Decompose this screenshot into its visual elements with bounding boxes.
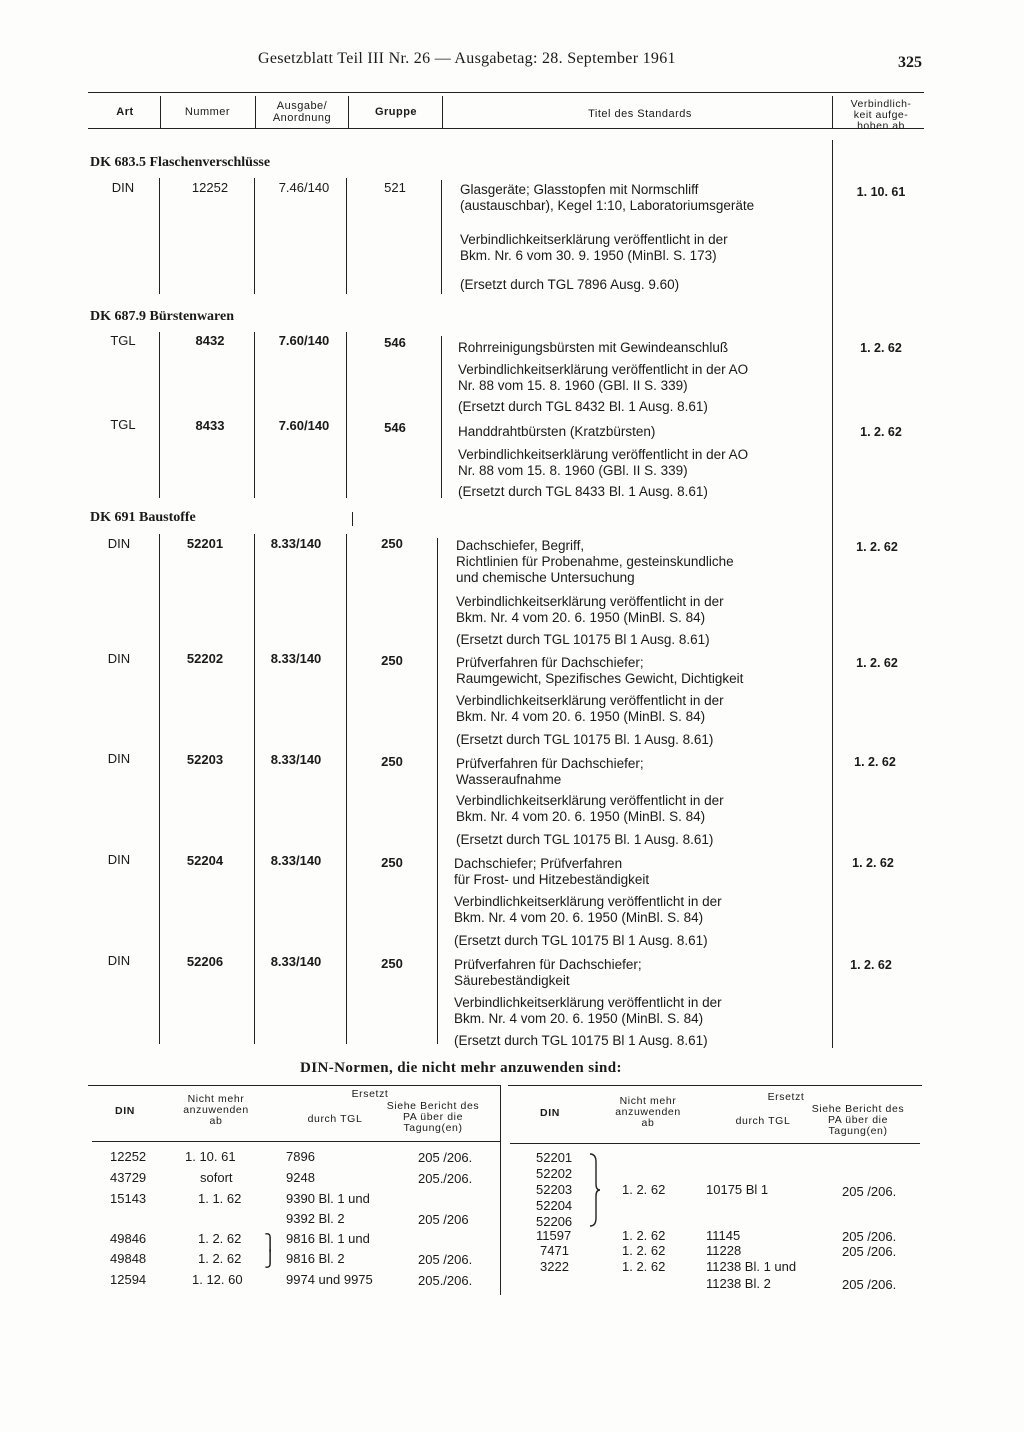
- entry-verbindlichkeit: Verbindlichkeitserklärung veröffentlicht in der Bkm. Nr. 4 vom 20. 6. 1950 (MinBl. S. 84): [456, 594, 724, 625]
- entry-art: DIN: [107, 751, 131, 766]
- table-header-rule: [88, 128, 924, 129]
- din-col-header: DIN: [115, 1105, 135, 1117]
- entry-title: Prüfverfahren für Dachschiefer; Säurebeständigkeit: [454, 957, 642, 988]
- din-cell: 11597: [536, 1228, 572, 1243]
- col-divider: [255, 96, 256, 128]
- entry-art: DIN: [107, 536, 131, 551]
- entry-aufgehoben: 1. 2. 62: [856, 540, 898, 554]
- right-column-rule: [832, 140, 833, 1048]
- entry-art: TGL: [110, 333, 136, 348]
- table-top-rule: [88, 92, 924, 93]
- entry-aufgehoben: 1. 2. 62: [854, 755, 896, 769]
- entry-gruppe: 250: [381, 956, 403, 971]
- col-divider: [832, 96, 833, 128]
- din-cell: 12594: [110, 1272, 147, 1287]
- din-cell: 9816 Bl. 1 und: [286, 1231, 370, 1246]
- entry-aufgehoben: 1. 2. 62: [850, 958, 892, 972]
- entry-verbindlichkeit: Verbindlichkeitserklärung veröffentlicht in der Bkm. Nr. 4 vom 20. 6. 1950 (MinBl. S. 84): [454, 995, 722, 1026]
- page-header-title: Gesetzblatt Teil III Nr. 26 — Ausgabetag: 28. September 1961: [258, 50, 676, 67]
- page-number: 325: [898, 54, 922, 71]
- din-cell: 9390 Bl. 1 und: [286, 1191, 370, 1206]
- din-cell: 9248: [286, 1170, 315, 1185]
- din-cell: 1. 10. 61: [185, 1149, 236, 1164]
- din-cell: 205 /206.: [842, 1277, 897, 1292]
- din-cell: 1. 1. 62: [198, 1191, 242, 1206]
- entry-aufgehoben: 1. 2. 62: [856, 656, 898, 670]
- din-cell: 205 /206.: [842, 1184, 897, 1199]
- entry-verbindlichkeit: Verbindlichkeitserklärung veröffentlicht in der Bkm. Nr. 4 vom 20. 6. 1950 (MinBl. S. 84): [456, 793, 724, 824]
- din-cell: 1. 12. 60: [192, 1272, 243, 1287]
- entry-gruppe: 250: [381, 536, 403, 551]
- din-cell: 205./206.: [418, 1171, 473, 1186]
- entry-title: Rohrreinigungsbürsten mit Gewindeanschluß: [458, 340, 729, 355]
- entry-art: DIN: [107, 651, 131, 666]
- entry-ersetzt: (Ersetzt durch TGL 8433 Bl. 1 Ausg. 8.61): [458, 484, 708, 499]
- col-divider: [159, 534, 160, 1044]
- entry-ersetzt: (Ersetzt durch TGL 8432 Bl. 1 Ausg. 8.61): [458, 399, 708, 414]
- entry-ersetzt: (Ersetzt durch TGL 10175 Bl 1 Ausg. 8.61): [454, 933, 708, 948]
- col-header-gruppe: Gruppe: [374, 106, 418, 118]
- din-cell: 205 /206.: [418, 1252, 473, 1267]
- din-normen-title: DIN-Normen, die nicht mehr anzuwenden sind:: [300, 1060, 622, 1076]
- din-cell: 205 /206.: [842, 1244, 897, 1259]
- entry-ersetzt: (Ersetzt durch TGL 10175 Bl 1 Ausg. 8.61): [454, 1033, 708, 1048]
- din-col-header-ersetzt: Ersetzt: [767, 1091, 805, 1103]
- din-cell: 9816 Bl. 2: [286, 1251, 345, 1266]
- din-cell: 9974 und 9975: [286, 1272, 373, 1287]
- brace-glyph: ⎫: [264, 1235, 276, 1252]
- din-col-header: DIN: [540, 1107, 560, 1119]
- entry-ersetzt: (Ersetzt durch TGL 7896 Ausg. 9.60): [460, 277, 680, 292]
- din-cell: 11145: [706, 1228, 741, 1243]
- din-cell: 12252: [110, 1149, 147, 1164]
- col-divider: [441, 336, 442, 498]
- entry-aufgehoben: 1. 10. 61: [856, 185, 906, 199]
- col-divider: [352, 512, 353, 526]
- entry-ausgabe: 7.46/140: [278, 180, 330, 195]
- entry-art: DIN: [111, 180, 135, 195]
- col-divider: [442, 96, 443, 128]
- din-col-header-ab: Nicht mehr anzuwenden ab: [615, 1095, 681, 1129]
- din-cell: 52204: [536, 1198, 573, 1213]
- col-header-verbindlichkeit: Verbindlich- keit aufge- hoben ab: [850, 98, 912, 132]
- entry-aufgehoben: 1. 2. 62: [852, 856, 894, 870]
- section-heading: DK 691 Baustoffe: [90, 510, 196, 525]
- entry-ersetzt: (Ersetzt durch TGL 10175 Bl. 1 Ausg. 8.61): [456, 832, 714, 847]
- din-cell: 7896: [286, 1149, 315, 1164]
- entry-nummer: 12252: [191, 180, 229, 195]
- entry-title: Glasgeräte; Glasstopfen mit Normschliff (austauschbar), Kegel 1:10, Laboratoriumsgeräte: [460, 182, 755, 213]
- entry-art: DIN: [107, 953, 131, 968]
- din-cell: 49846: [110, 1231, 147, 1246]
- col-divider: [254, 332, 255, 498]
- din-cell: 52202: [536, 1166, 573, 1181]
- din-cell: 52201: [536, 1150, 573, 1165]
- din-col-header-ersetzt: Ersetzt: [351, 1088, 389, 1100]
- din-cell: 9392 Bl. 2: [286, 1211, 345, 1226]
- entry-ausgabe: 8.33/140: [270, 853, 322, 868]
- din-table-top-rule: [88, 1085, 500, 1086]
- col-header-nummer: Nummer: [184, 106, 231, 118]
- din-cell: 43729: [110, 1170, 147, 1185]
- entry-gruppe: 250: [381, 855, 403, 870]
- entry-nummer: 52202: [186, 651, 224, 666]
- entry-ausgabe: 8.33/140: [270, 536, 322, 551]
- din-cell: 10175 Bl 1: [706, 1182, 769, 1197]
- din-cell: 49848: [110, 1251, 147, 1266]
- entry-title: Dachschiefer; Prüfverfahren für Frost- und Hitzebeständigkeit: [454, 856, 650, 887]
- din-cell: 1. 2. 62: [198, 1231, 242, 1246]
- din-cell: 205 /206: [418, 1212, 469, 1227]
- col-header-ausgabe: Ausgabe/ Anordnung: [272, 100, 332, 124]
- din-col-header-bericht: Siehe Bericht des PA über die Tagung(en): [386, 1100, 480, 1134]
- din-col-header-tgl: durch TGL: [735, 1115, 791, 1127]
- entry-art: DIN: [107, 852, 131, 867]
- din-cell: 205 /206.: [842, 1229, 897, 1244]
- col-divider: [441, 180, 442, 294]
- section-heading: DK 687.9 Bürstenwaren: [90, 309, 235, 324]
- din-cell: 11238 Bl. 1 und: [706, 1259, 797, 1274]
- din-cell: 11238 Bl. 2: [706, 1276, 771, 1291]
- din-cell: 52206: [536, 1214, 573, 1229]
- col-header-titel: Titel des Standards: [588, 108, 692, 120]
- entry-verbindlichkeit: Verbindlichkeitserklärung veröffentlicht in der Bkm. Nr. 4 vom 20. 6. 1950 (MinBl. S. 84): [454, 894, 722, 925]
- col-divider: [159, 178, 160, 294]
- din-cell: 11228: [706, 1243, 742, 1258]
- entry-verbindlichkeit: Verbindlichkeitserklärung veröffentlicht in der Bkm. Nr. 6 vom 30. 9. 1950 (MinBl. S. 173): [460, 232, 728, 263]
- din-cell: 15143: [110, 1191, 147, 1206]
- entry-gruppe: 546: [384, 335, 406, 350]
- entry-gruppe: 250: [381, 653, 403, 668]
- entry-ausgabe: 8.33/140: [270, 954, 322, 969]
- din-cell: 52203: [536, 1182, 573, 1197]
- din-table-header-rule: [92, 1141, 500, 1142]
- entry-gruppe: 546: [384, 420, 406, 435]
- entry-ausgabe: 7.60/140: [278, 418, 330, 433]
- col-divider: [346, 332, 347, 498]
- col-divider: [160, 96, 161, 128]
- group-brace: [588, 1152, 602, 1228]
- entry-nummer: 8432: [195, 333, 225, 348]
- col-divider: [254, 534, 255, 1044]
- din-cell: 3222: [540, 1259, 569, 1274]
- col-header-art: Art: [116, 106, 134, 118]
- entry-ersetzt: (Ersetzt durch TGL 10175 Bl 1 Ausg. 8.61): [456, 632, 710, 647]
- entry-ersetzt: (Ersetzt durch TGL 10175 Bl. 1 Ausg. 8.61): [456, 732, 714, 747]
- entry-nummer: 52204: [186, 853, 224, 868]
- entry-nummer: 52206: [186, 954, 224, 969]
- entry-verbindlichkeit: Verbindlichkeitserklärung veröffentlicht in der AO Nr. 88 vom 15. 8. 1960 (GBl. II S. 339): [458, 447, 749, 478]
- entry-aufgehoben: 1. 2. 62: [860, 425, 902, 439]
- entry-verbindlichkeit: Verbindlichkeitserklärung veröffentlicht in der Bkm. Nr. 4 vom 20. 6. 1950 (MinBl. S. 84): [456, 693, 724, 724]
- col-divider: [348, 96, 349, 128]
- section-heading: DK 683.5 Flaschenverschlüsse: [90, 155, 271, 170]
- din-cell: 205./206.: [418, 1273, 473, 1288]
- din-cell: 1. 2. 62: [622, 1259, 666, 1274]
- entry-verbindlichkeit: Verbindlichkeitserklärung veröffentlicht in der AO Nr. 88 vom 15. 8. 1960 (GBl. II S. 339): [458, 362, 749, 393]
- entry-title: Prüfverfahren für Dachschiefer; Raumgewicht, Spezifisches Gewicht, Dichtigkeit: [456, 655, 744, 686]
- din-cell: 7471: [540, 1243, 569, 1258]
- din-cell: sofort: [200, 1170, 233, 1185]
- entry-nummer: 8433: [195, 418, 225, 433]
- col-divider: [437, 538, 438, 1044]
- col-divider: [346, 178, 347, 294]
- din-col-header-tgl: durch TGL: [307, 1113, 363, 1125]
- din-cell: 1. 2. 62: [198, 1251, 242, 1266]
- col-divider: [159, 332, 160, 498]
- entry-nummer: 52201: [186, 536, 224, 551]
- din-cell: 1. 2. 62: [622, 1243, 666, 1258]
- din-col-header-bericht: Siehe Bericht des PA über die Tagung(en): [811, 1103, 905, 1137]
- entry-title: Dachschiefer, Begriff, Richtlinien für Probenahme, gesteinskundliche und chemische Untersuchung: [456, 538, 734, 585]
- din-col-header-ab: Nicht mehr anzuwenden ab: [183, 1093, 249, 1127]
- entry-aufgehoben: 1. 2. 62: [860, 341, 902, 355]
- entry-ausgabe: 8.33/140: [270, 651, 322, 666]
- din-table-top-rule: [508, 1085, 922, 1086]
- din-cell: 1. 2. 62: [622, 1228, 666, 1243]
- entry-gruppe: 521: [384, 180, 406, 195]
- entry-art: TGL: [110, 417, 136, 432]
- din-cell: 1. 2. 62: [622, 1182, 666, 1197]
- col-divider: [254, 178, 255, 294]
- entry-gruppe: 250: [381, 754, 403, 769]
- din-table-divider: [500, 1085, 501, 1295]
- entry-ausgabe: 8.33/140: [270, 752, 322, 767]
- brace-glyph: ⎭: [264, 1251, 276, 1268]
- entry-title: Handdrahtbürsten (Kratzbürsten): [458, 424, 656, 439]
- entry-ausgabe: 7.60/140: [278, 333, 330, 348]
- entry-nummer: 52203: [186, 752, 224, 767]
- entry-title: Prüfverfahren für Dachschiefer; Wasseraufnahme: [456, 756, 644, 787]
- din-cell: 205 /206.: [418, 1150, 473, 1165]
- din-table-header-rule: [510, 1143, 920, 1144]
- col-divider: [346, 534, 347, 1044]
